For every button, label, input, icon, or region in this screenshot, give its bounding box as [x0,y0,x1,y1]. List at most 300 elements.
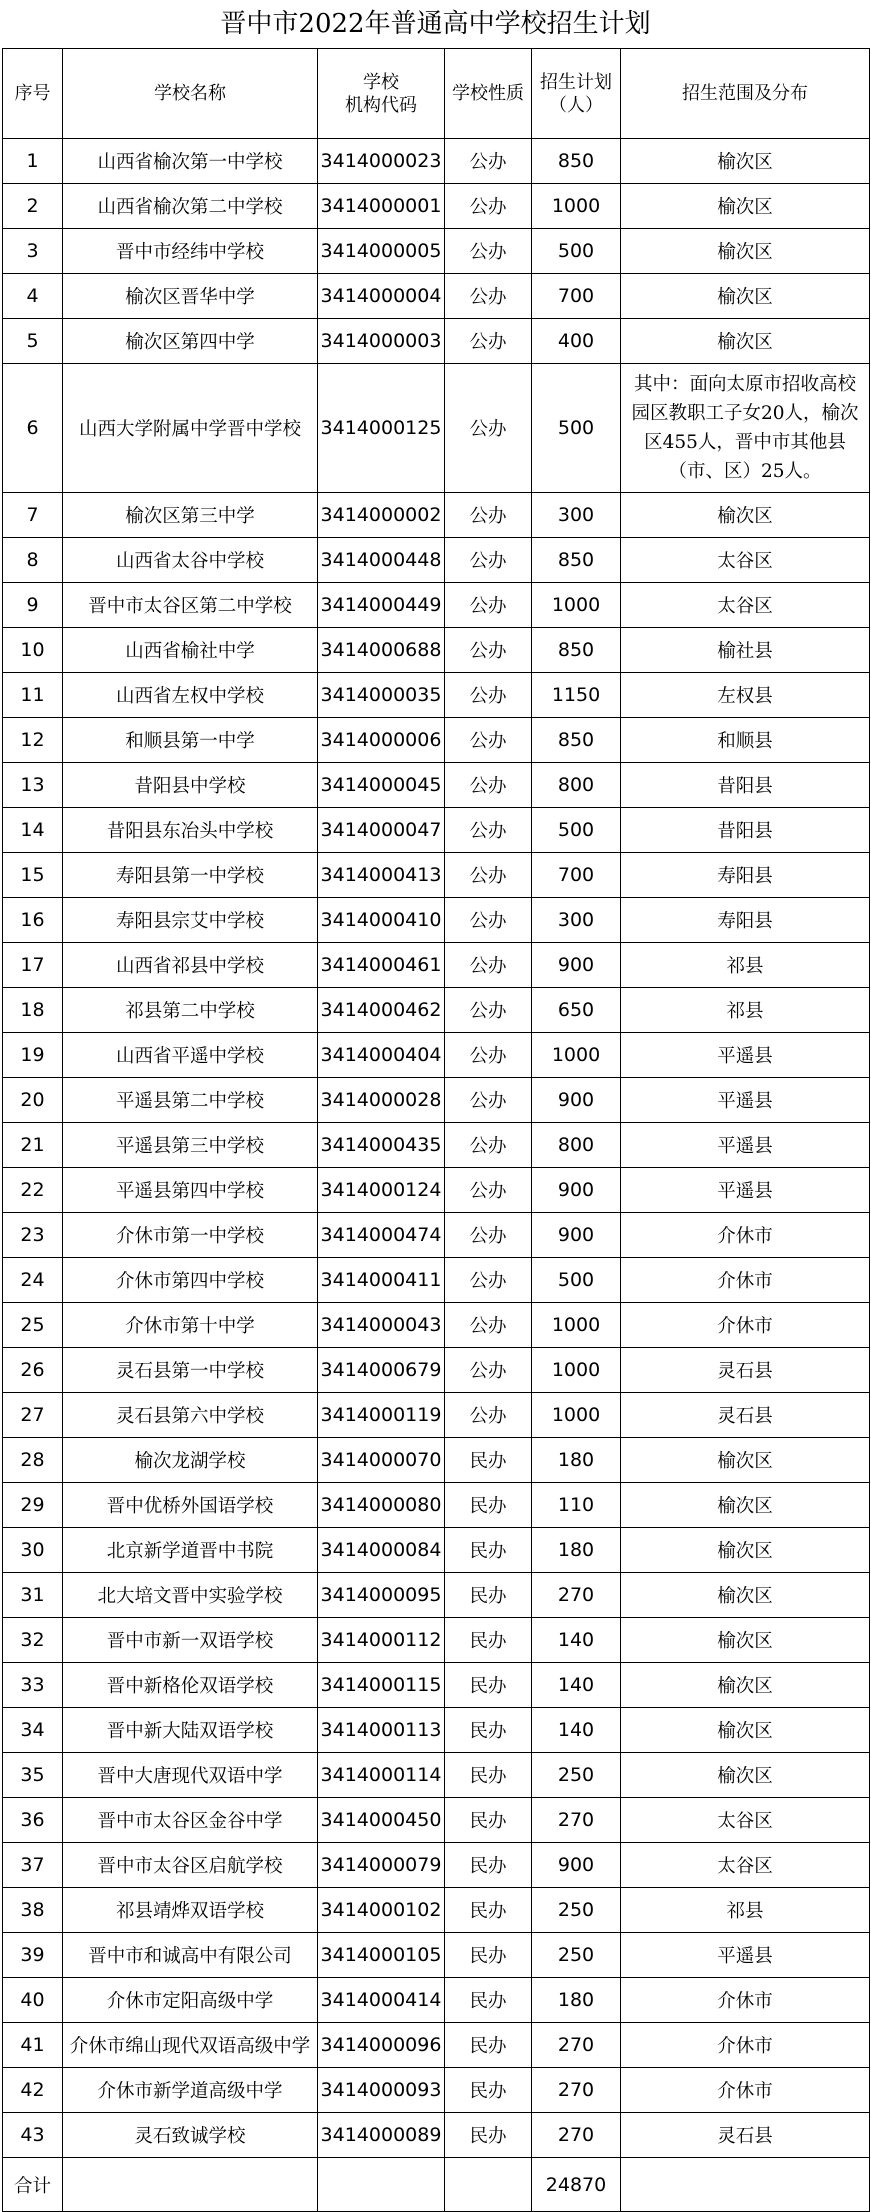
school-name: 昔阳县中学校 [63,763,318,808]
table-row [3,673,870,718]
row-number: 1 [3,139,63,184]
enrollment-range: 介休市 [621,1213,870,1258]
enrollment-plan: 850 [532,718,621,763]
school-type: 民办 [445,1708,532,1753]
header-org-code-line2: 机构代码 [345,94,417,116]
row-number: 30 [3,1528,63,1573]
school-name: 介休市绵山现代双语高级中学 [63,2023,318,2068]
school-name: 榆次区晋华中学 [63,274,318,319]
enrollment-plan: 300 [532,898,621,943]
header-org-code-line1: 学校 [363,71,399,93]
enrollment-range: 灵石县 [621,1348,870,1393]
table-row [3,1348,870,1393]
org-code: 3414000002 [318,493,445,538]
org-code: 3414000404 [318,1033,445,1078]
table-row [3,1663,870,1708]
school-type: 公办 [445,628,532,673]
enrollment-plan: 900 [532,1843,621,1888]
table-row [3,583,870,628]
school-name: 晋中新大陆双语学校 [63,1708,318,1753]
enrollment-range: 平遥县 [621,1933,870,1978]
enrollment-range: 榆次区 [621,1483,870,1528]
total-empty-cell [621,2158,870,2212]
org-code: 3414000450 [318,1798,445,1843]
school-type: 公办 [445,319,532,364]
row-number: 14 [3,808,63,853]
enrollment-range: 祁县 [621,943,870,988]
school-type: 民办 [445,1438,532,1483]
school-type: 公办 [445,493,532,538]
table-row [3,1933,870,1978]
school-name: 晋中市太谷区第二中学校 [63,583,318,628]
school-name: 平遥县第四中学校 [63,1168,318,1213]
school-type: 公办 [445,538,532,583]
org-code: 3414000047 [318,808,445,853]
school-type: 公办 [445,583,532,628]
enrollment-plan: 800 [532,1123,621,1168]
row-number: 33 [3,1663,63,1708]
enrollment-range: 寿阳县 [621,853,870,898]
org-code: 3414000411 [318,1258,445,1303]
school-name: 寿阳县第一中学校 [63,853,318,898]
school-name: 晋中大唐现代双语中学 [63,1753,318,1798]
school-name: 北大培文晋中实验学校 [63,1573,318,1618]
row-number: 41 [3,2023,63,2068]
enrollment-plan: 850 [532,139,621,184]
enrollment-range: 榆次区 [621,139,870,184]
table-row [3,1483,870,1528]
school-type: 民办 [445,1573,532,1618]
school-name: 晋中市经纬中学校 [63,229,318,274]
enrollment-plan: 270 [532,2113,621,2158]
total-empty-cell [445,2158,532,2212]
school-type: 公办 [445,1393,532,1438]
row-number: 8 [3,538,63,583]
school-type: 民办 [445,1483,532,1528]
row-number: 23 [3,1213,63,1258]
school-type: 民办 [445,2023,532,2068]
row-number: 19 [3,1033,63,1078]
header-school-name: 学校名称 [63,49,318,139]
enrollment-range: 灵石县 [621,2113,870,2158]
enrollment-range: 太谷区 [621,1843,870,1888]
row-number: 40 [3,1978,63,2023]
school-name: 和顺县第一中学 [63,718,318,763]
enrollment-range: 榆次区 [621,493,870,538]
row-number: 11 [3,673,63,718]
org-code: 3414000414 [318,1978,445,2023]
school-name: 晋中市和诚高中有限公司 [63,1933,318,1978]
school-name: 山西省榆次第一中学校 [63,139,318,184]
row-number: 13 [3,763,63,808]
enrollment-range: 祁县 [621,1888,870,1933]
table-row [3,1978,870,2023]
enrollment-plan: 1150 [532,673,621,718]
table-row [3,1753,870,1798]
enrollment-range: 榆次区 [621,1753,870,1798]
org-code: 3414000004 [318,274,445,319]
school-name: 介休市第十中学 [63,1303,318,1348]
enrollment-plan: 1000 [532,1348,621,1393]
school-name: 灵石县第一中学校 [63,1348,318,1393]
school-name: 山西大学附属中学晋中学校 [63,364,318,493]
table-row [3,718,870,763]
school-name: 榆次龙湖学校 [63,1438,318,1483]
org-code: 3414000125 [318,364,445,493]
table-row [3,853,870,898]
org-code: 3414000413 [318,853,445,898]
header-range: 招生范围及分布 [621,49,870,139]
enrollment-range: 榆次区 [621,274,870,319]
table-row [3,1123,870,1168]
row-number: 31 [3,1573,63,1618]
row-number: 3 [3,229,63,274]
school-type: 公办 [445,808,532,853]
row-number: 37 [3,1843,63,1888]
org-code: 3414000089 [318,2113,445,2158]
school-name: 榆次区第三中学 [63,493,318,538]
table-row [3,274,870,319]
table-row [3,988,870,1033]
school-type: 公办 [445,229,532,274]
row-number: 22 [3,1168,63,1213]
school-type: 公办 [445,364,532,493]
row-number: 36 [3,1798,63,1843]
school-name: 晋中市太谷区金谷中学 [63,1798,318,1843]
org-code: 3414000688 [318,628,445,673]
school-name: 山西省左权中学校 [63,673,318,718]
school-name: 介休市定阳高级中学 [63,1978,318,2023]
enrollment-range: 榆次区 [621,1708,870,1753]
enrollment-plan: 700 [532,274,621,319]
row-number: 17 [3,943,63,988]
enrollment-range: 太谷区 [621,1798,870,1843]
org-code: 3414000113 [318,1708,445,1753]
school-name: 灵石致诚学校 [63,2113,318,2158]
school-name: 寿阳县宗艾中学校 [63,898,318,943]
enrollment-range: 平遥县 [621,1033,870,1078]
row-number: 35 [3,1753,63,1798]
school-type: 民办 [445,1528,532,1573]
table-row [3,1303,870,1348]
enrollment-plan: 180 [532,1528,621,1573]
enrollment-range: 榆次区 [621,1663,870,1708]
school-type: 民办 [445,1663,532,1708]
enrollment-plan: 800 [532,763,621,808]
row-number: 18 [3,988,63,1033]
row-number: 26 [3,1348,63,1393]
org-code: 3414000119 [318,1393,445,1438]
school-name: 山西省太谷中学校 [63,538,318,583]
row-number: 29 [3,1483,63,1528]
school-name: 介休市第一中学校 [63,1213,318,1258]
enrollment-plan: 900 [532,1078,621,1123]
enrollment-plan: 500 [532,364,621,493]
school-type: 民办 [445,1798,532,1843]
row-number: 20 [3,1078,63,1123]
school-type: 公办 [445,1078,532,1123]
school-type: 民办 [445,1618,532,1663]
school-type: 公办 [445,184,532,229]
table-row [3,1033,870,1078]
org-code: 3414000448 [318,538,445,583]
school-type: 公办 [445,988,532,1033]
org-code: 3414000084 [318,1528,445,1573]
table-row [3,1888,870,1933]
enrollment-plan: 700 [532,853,621,898]
school-type: 公办 [445,763,532,808]
enrollment-range: 平遥县 [621,1078,870,1123]
header-org-code [318,49,445,139]
page-title: 晋中市2022年普通高中学校招生计划 [220,9,651,39]
row-number: 21 [3,1123,63,1168]
enrollment-range: 榆社县 [621,628,870,673]
table-row [3,1438,870,1483]
school-type: 民办 [445,1933,532,1978]
org-code: 3414000079 [318,1843,445,1888]
table-row [3,808,870,853]
enrollment-range: 介休市 [621,1978,870,2023]
enrollment-plan: 270 [532,1573,621,1618]
school-type: 民办 [445,2113,532,2158]
table-row [3,2113,870,2158]
school-name: 榆次区第四中学 [63,319,318,364]
table-row [3,139,870,184]
row-number: 43 [3,2113,63,2158]
enrollment-range: 昔阳县 [621,763,870,808]
enrollment-plan: 900 [532,1168,621,1213]
table-row [3,229,870,274]
school-name: 北京新学道晋中书院 [63,1528,318,1573]
total-plan: 24870 [532,2158,621,2212]
org-code: 3414000112 [318,1618,445,1663]
enrollment-plan-table [2,48,870,2212]
enrollment-plan: 1000 [532,1393,621,1438]
org-code: 3414000105 [318,1933,445,1978]
org-code: 3414000080 [318,1483,445,1528]
enrollment-plan: 500 [532,229,621,274]
enrollment-range: 榆次区 [621,1618,870,1663]
org-code: 3414000028 [318,1078,445,1123]
school-name: 晋中新格伦双语学校 [63,1663,318,1708]
total-empty-cell [318,2158,445,2212]
school-type: 民办 [445,1978,532,2023]
org-code: 3414000001 [318,184,445,229]
school-name: 晋中优桥外国语学校 [63,1483,318,1528]
enrollment-plan: 180 [532,1438,621,1483]
row-number: 12 [3,718,63,763]
enrollment-range: 介休市 [621,2068,870,2113]
enrollment-plan: 140 [532,1663,621,1708]
school-name: 山西省平遥中学校 [63,1033,318,1078]
enrollment-range: 和顺县 [621,718,870,763]
school-name: 介休市新学道高级中学 [63,2068,318,2113]
school-name: 祁县靖烨双语学校 [63,1888,318,1933]
table-header-row [3,49,870,139]
school-type: 公办 [445,274,532,319]
school-type: 公办 [445,943,532,988]
org-code: 3414000435 [318,1123,445,1168]
enrollment-plan: 140 [532,1708,621,1753]
row-number: 9 [3,583,63,628]
table-row [3,1078,870,1123]
table-row [3,1573,870,1618]
table-row [3,628,870,673]
org-code: 3414000070 [318,1438,445,1483]
total-label: 合计 [3,2158,63,2212]
school-type: 公办 [445,853,532,898]
enrollment-plan: 250 [532,1888,621,1933]
school-type: 公办 [445,139,532,184]
enrollment-plan: 300 [532,493,621,538]
org-code: 3414000043 [318,1303,445,1348]
header-plan-line1: 招生计划 [540,71,612,93]
header-no: 序号 [3,49,63,139]
row-number: 27 [3,1393,63,1438]
table-row [3,319,870,364]
org-code: 3414000449 [318,583,445,628]
school-name: 山西省榆次第二中学校 [63,184,318,229]
table-row [3,1618,870,1663]
enrollment-plan: 140 [532,1618,621,1663]
enrollment-range: 昔阳县 [621,808,870,853]
school-type: 公办 [445,1168,532,1213]
school-type: 公办 [445,1213,532,1258]
header-plan [532,49,621,139]
row-number: 4 [3,274,63,319]
org-code: 3414000679 [318,1348,445,1393]
table-row [3,1843,870,1888]
org-code: 3414000003 [318,319,445,364]
school-type: 民办 [445,1753,532,1798]
enrollment-range: 榆次区 [621,229,870,274]
enrollment-plan: 900 [532,1213,621,1258]
org-code: 3414000410 [318,898,445,943]
enrollment-plan: 270 [532,2068,621,2113]
org-code: 3414000006 [318,718,445,763]
school-name: 山西省榆社中学 [63,628,318,673]
table-row [3,1528,870,1573]
row-number: 15 [3,853,63,898]
enrollment-range: 介休市 [621,1303,870,1348]
org-code: 3414000023 [318,139,445,184]
school-type: 公办 [445,1123,532,1168]
enrollment-plan: 850 [532,628,621,673]
school-type: 公办 [445,1033,532,1078]
school-name: 昔阳县东冶头中学校 [63,808,318,853]
enrollment-plan: 500 [532,808,621,853]
school-name: 平遥县第三中学校 [63,1123,318,1168]
row-number: 6 [3,364,63,493]
school-name: 晋中市太谷区启航学校 [63,1843,318,1888]
table-row [3,493,870,538]
row-number: 39 [3,1933,63,1978]
table-row [3,2023,870,2068]
school-type: 公办 [445,1303,532,1348]
table-row [3,364,870,493]
row-number: 32 [3,1618,63,1663]
enrollment-plan: 270 [532,1798,621,1843]
row-number: 42 [3,2068,63,2113]
org-code: 3414000114 [318,1753,445,1798]
school-name: 晋中市新一双语学校 [63,1618,318,1663]
enrollment-range: 灵石县 [621,1393,870,1438]
row-number: 38 [3,1888,63,1933]
enrollment-range: 其中：面向太原市招收高校园区教职工子女20人，榆次区455人，晋中市其他县（市、区）25人。 [621,364,870,493]
enrollment-plan: 270 [532,2023,621,2068]
enrollment-plan: 180 [532,1978,621,2023]
enrollment-plan: 110 [532,1483,621,1528]
school-name: 山西省祁县中学校 [63,943,318,988]
row-number: 16 [3,898,63,943]
table-row [3,898,870,943]
enrollment-range: 左权县 [621,673,870,718]
enrollment-plan: 500 [532,1258,621,1303]
enrollment-plan: 400 [532,319,621,364]
enrollment-range: 介休市 [621,1258,870,1303]
school-name: 介休市第四中学校 [63,1258,318,1303]
school-name: 灵石县第六中学校 [63,1393,318,1438]
school-name: 祁县第二中学校 [63,988,318,1033]
enrollment-plan: 250 [532,1753,621,1798]
table-row [3,943,870,988]
school-type: 公办 [445,1258,532,1303]
enrollment-range: 太谷区 [621,583,870,628]
org-code: 3414000124 [318,1168,445,1213]
row-number: 10 [3,628,63,673]
enrollment-range: 榆次区 [621,184,870,229]
org-code: 3414000474 [318,1213,445,1258]
enrollment-plan: 250 [532,1933,621,1978]
header-plan-line2: （人） [549,94,603,116]
row-number: 34 [3,1708,63,1753]
table-row [3,538,870,583]
header-school-type: 学校性质 [445,49,532,139]
enrollment-plan: 1000 [532,1033,621,1078]
school-type: 公办 [445,718,532,763]
enrollment-plan: 650 [532,988,621,1033]
table-row [3,1708,870,1753]
row-number: 5 [3,319,63,364]
enrollment-plan: 900 [532,943,621,988]
school-type: 民办 [445,1843,532,1888]
enrollment-range: 祁县 [621,988,870,1033]
school-type: 民办 [445,2068,532,2113]
enrollment-plan: 1000 [532,184,621,229]
org-code: 3414000115 [318,1663,445,1708]
table-row [3,1393,870,1438]
row-number: 24 [3,1258,63,1303]
enrollment-range: 平遥县 [621,1123,870,1168]
enrollment-range: 榆次区 [621,319,870,364]
row-number: 2 [3,184,63,229]
table-row [3,1258,870,1303]
org-code: 3414000045 [318,763,445,808]
enrollment-range: 榆次区 [621,1528,870,1573]
enrollment-range: 榆次区 [621,1438,870,1483]
table-row [3,2068,870,2113]
school-type: 民办 [445,1888,532,1933]
total-row [3,2158,870,2212]
enrollment-plan: 850 [532,538,621,583]
school-type: 公办 [445,1348,532,1393]
school-name: 平遥县第二中学校 [63,1078,318,1123]
row-number: 25 [3,1303,63,1348]
enrollment-range: 平遥县 [621,1168,870,1213]
org-code: 3414000461 [318,943,445,988]
enrollment-range: 介休市 [621,2023,870,2068]
org-code: 3414000462 [318,988,445,1033]
